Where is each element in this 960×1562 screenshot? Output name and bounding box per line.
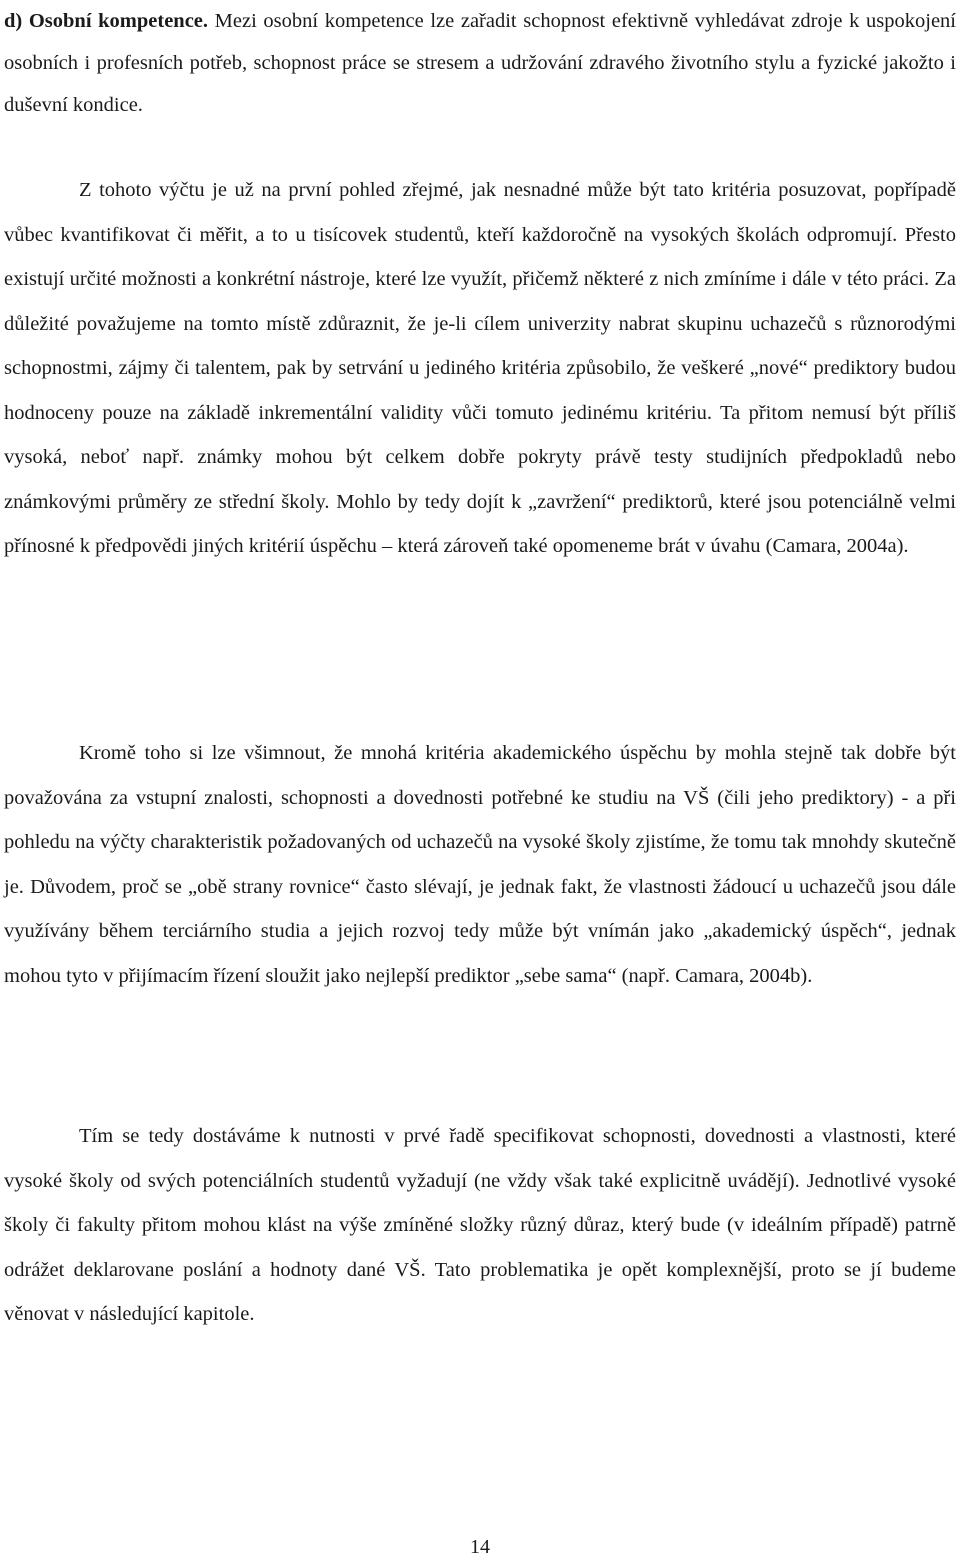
list-item-text: Mezi osobní kompetence lze zařadit schopnost efektivně vyhledávat zdroje k uspokojení osobních i profesních potřeb, schopnost práce se stresem a udržování zdravého životního stylu a fyzické jakožto i duševní kondice. — [4, 10, 956, 116]
document-page — [4, 0, 956, 1325]
paragraph-1: Z tohoto výčtu je už na první pohled zřejmé, jak nesnadné může být tato kritéria posuzovat, popřípadě vůbec kvantifikovat či měřit, a to u tisícovek studentů, kteří každoročně na vysokých školách odpromují. Přesto existují určité možnosti a konkrétní nástroje, které lze využít, přičemž některé z nich zmíníme i dále v této práci. Za důležité považujeme na tomto místě zdůraznit, že je-li cílem univerzity nabrat skupinu uchazečů s různorodými schopnostmi, zájmy či talentem, pak by setrvání u jediného kritéria způsobilo, že veškeré „nové“ prediktory budou hodnoceny pouze na základě inkrementální validity vůči tomuto jedinému kritériu. Ta přitom nemusí být příliš vysoká, neboť např. známky mohou být celkem dobře pokryty právě testy studijních předpokladů nebo známkovými průměry ze střední školy. Mohlo by tedy dojít k „zavržení“ prediktorů, které jsou potenciálně velmi přínosné k předpovědi jiných kritérií úspěchu – která zároveň také opomeneme brát v úvahu (Camara, 2004a). — [4, 179, 956, 557]
list-item-osobni-kompetence — [4, 0, 956, 126]
page-number: 14 — [470, 1536, 490, 1558]
paragraph-3: Tím se tedy dostáváme k nutnosti v prvé řadě specifikovat schopnosti, dovednosti a vlastnosti, které vysoké školy od svých potenciálních studentů vyžadují (ne vždy však také explicitně uvádějí). Jednotlivé vysoké školy či fakulty přitom mohou klást na výše zmíněné složky různý důraz, který bude (v ideálním případě) patrně odrážet deklarovane poslání a hodnoty dané VŠ. Tato problematika je opět komplexnější, proto se jí budeme věnovat v následující kapitole. — [4, 1125, 956, 1325]
list-item-heading: d) Osobní kompetence. — [4, 10, 209, 32]
paragraph-2: Kromě toho si lze všimnout, že mnohá kritéria akademického úspěchu by mohla stejně tak dobře být považována za vstupní znalosti, schopnosti a dovednosti potřebné ke studiu na VŠ (čili jeho prediktory) - a při pohledu na výčty charakteristik požadovaných od uchazečů na vysoké školy zjistíme, že tomu tak mnohdy skutečně je. Důvodem, proč se „obě strany rovnice“ často slévají, je jednak fakt, že vlastnosti žádoucí u uchazečů jsou dále využívány během terciárního studia a jejich rozvoj tedy může být vnímán jako „akademický úspěch“, jednak mohou tyto v přijímacím řízení sloužit jako nejlepší prediktor „sebe sama“ (např. Camara, 2004b). — [4, 742, 956, 987]
